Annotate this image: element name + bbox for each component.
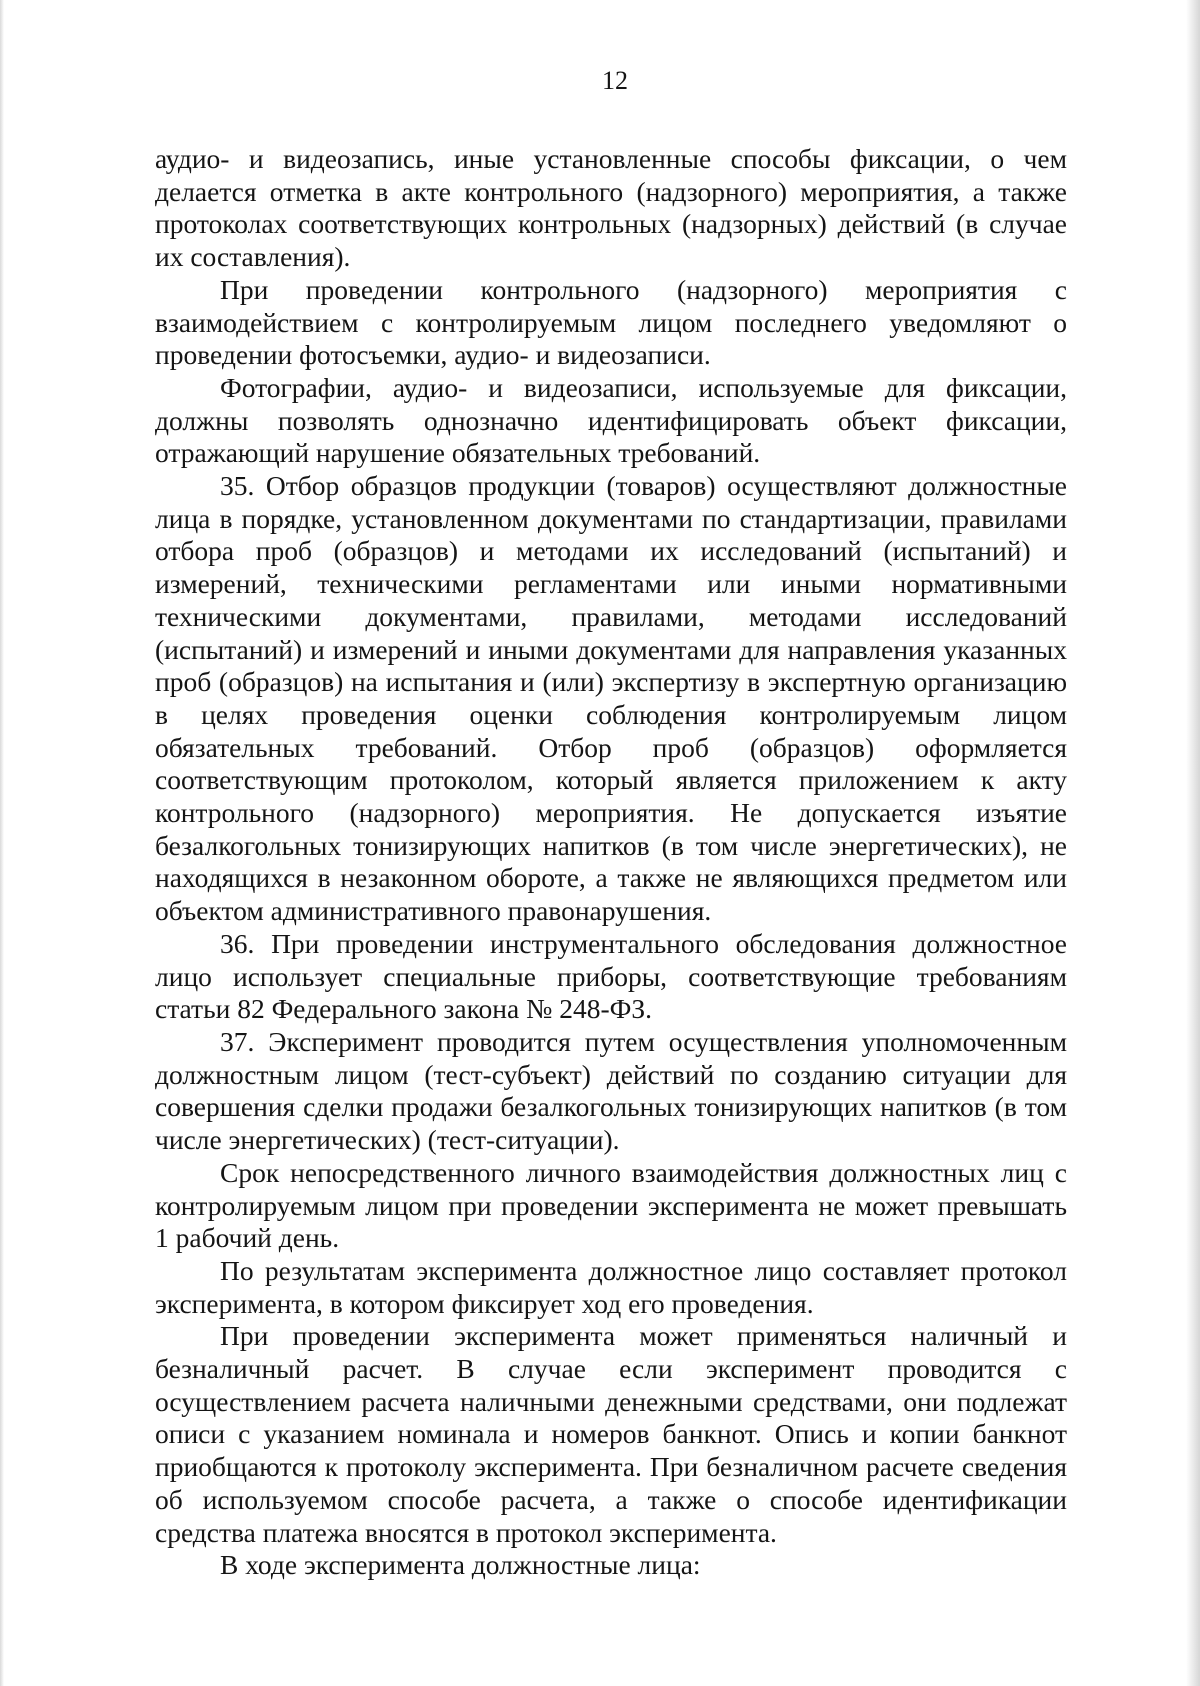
paragraph-item-35: 35. Отбор образцов продукции (товаров) осуществляют должностные лица в порядке, установленном документами по стандартизации, правилами отбора проб (образцов) и методами их исследований (испытаний) и измерений, техническими регламентами или иными нормативными техническими документами, правилами, методами исследований (испытаний) и измерений и иными документами для направления указанных проб (образцов) на испытания и (или) экспертизу в экспертную организацию в целях проведения оценки соблюдения контролируемым лицом обязательных требований. Отбор проб (образцов) оформляется соответствующим протоколом, который является приложением к акту контрольного (надзорного) мероприятия. Не допускается изъятие безалкогольных тонизирующих напитков (в том числе энергетических), не находящихся в незаконном обороте, а также не являющихся предметом или объектом административного правонарушения.	[155, 470, 1067, 927]
document-body	[155, 143, 1067, 1582]
paragraph-experiment-protocol: По результатам эксперимента должностное лицо составляет протокол эксперимента, в котором фиксирует ход его проведения.	[155, 1254, 1067, 1319]
paragraph-payment: При проведении эксперимента может применяться наличный и безналичный расчет. В случае если эксперимент проводится с осуществлением расчета наличными денежными средствами, они подлежат описи с указанием номинала и номеров банкнот. Опись и копии банкнот приобщаются к протоколу эксперимента. При безналичном расчете сведения об используемом способе расчета, а также о способе идентификации средства платежа вносятся в протокол эксперимента.	[155, 1320, 1067, 1548]
paragraph-photos: Фотографии, аудио- и видеозаписи, используемые для фиксации, должны позволять однозначно идентифицировать объект фиксации, отражающий нарушение обязательных требований.	[155, 371, 1067, 469]
paragraph-item-37: 37. Эксперимент проводится путем осуществления уполномоченным должностным лицом (тест-субъект) действий по созданию ситуации для совершения сделки продажи безалкогольных тонизирующих напитков (в том числе энергетических) (тест-ситуации).	[155, 1025, 1067, 1156]
page-number: 12	[602, 66, 628, 95]
paragraph-item-36: 36. При проведении инструментального обследования должностное лицо использует специальные приборы, соответствующие требованиям статьи 82 Федерального закона № 248-ФЗ.	[155, 927, 1067, 1025]
paragraph-continuation: аудио- и видеозапись, иные установленные способы фиксации, о чем делается отметка в акте контрольного (надзорного) мероприятия, а также протоколах соответствующих контрольных (надзорных) действий (в случае их составления).	[155, 143, 1067, 273]
paragraph-notification: При проведении контрольного (надзорного) мероприятия с взаимодействием с контролируемым лицом последнего уведомляют о проведении фотосъемки, аудио- и видеозаписи.	[155, 273, 1067, 371]
scan-right-edge	[1186, 0, 1200, 1686]
paragraph-experiment-duration: Срок непосредственного личного взаимодействия должностных лиц с контролируемым лицом при проведении эксперимента не может превышать 1 рабочий день.	[155, 1156, 1067, 1254]
scan-left-edge	[0, 0, 4, 1686]
paragraph-during-experiment: В ходе эксперимента должностные лица:	[220, 1549, 701, 1581]
